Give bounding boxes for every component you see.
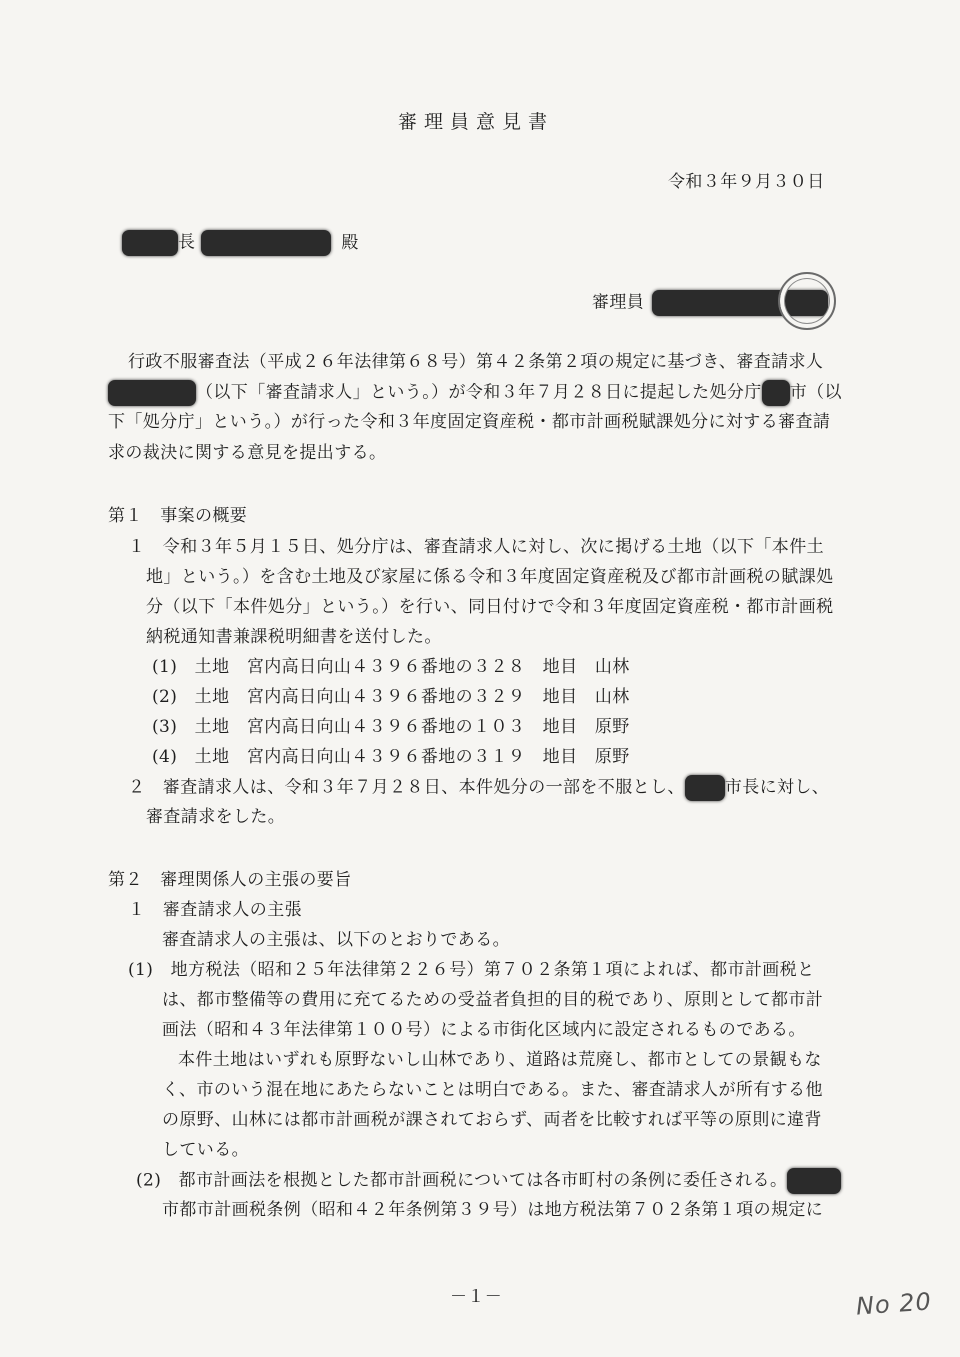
- claim-1-line-5: く、市のいう混在地にあたらないことは明白である。また、審査請求人が所有する他: [162, 1080, 823, 1100]
- redaction-block: [108, 380, 196, 406]
- section-1-item-1-line-3: 分（以下「本件処分」という。）を行い、同日付けで令和３年度固定資産税・都市計画税: [146, 597, 834, 617]
- section-1-item-2-text-a: ２ 審査請求人は、令和３年７月２８日、本件処分の一部を不服とし、: [128, 777, 685, 798]
- section-1-item-1-line-4: 納税通知書兼課税明細書を送付した。: [146, 627, 442, 647]
- land-item: (1) 土地 宮内高日向山４３９６番地の３２８ 地目 山林: [152, 657, 630, 677]
- section-1-heading: 第１ 事案の概要: [108, 506, 248, 526]
- intro-line-4: 求の裁決に関する意見を提出する。: [108, 443, 387, 463]
- section-1-item-1-line-1: １ 令和３年５月１５日、処分庁は、審査請求人に対し、次に掲げる土地（以下「本件土: [128, 537, 824, 557]
- redaction-block: [122, 230, 178, 256]
- seal-stamp-icon: [778, 272, 836, 330]
- redaction-block: [685, 775, 725, 801]
- page-number: －１－: [450, 1287, 503, 1307]
- claim-2-text: (2) 都市計画法を根拠とした都市計画税については各市町村の条例に委任される。: [136, 1170, 788, 1191]
- addressee-line: [122, 230, 359, 256]
- intro-line-1: 行政不服審査法（平成２６年法律第６８号）第４２条第２項の規定に基づき、審査請求人: [128, 352, 824, 372]
- section-1-item-2-line-2: 審査請求をした。: [146, 807, 286, 827]
- document-title: 審理員意見書: [398, 111, 555, 133]
- section-1-item-2-text-b: 市長に対し、: [724, 777, 830, 798]
- redaction-block: [201, 230, 331, 256]
- claim-1-line-4: 本件土地はいずれも原野ないし山林であり、道路は荒廃し、都市としての景観もな: [178, 1050, 822, 1070]
- land-item: (2) 土地 宮内高日向山４３９６番地の３２９ 地目 山林: [152, 687, 630, 707]
- claim-1-line-3: 画法（昭和４３年法律第１００号）による市街化区域内に設定されるものである。: [162, 1020, 806, 1040]
- examiner-label: 審理員: [592, 292, 645, 313]
- section-1-item-2-line-1: [128, 775, 829, 801]
- claim-2-line-2: 市都市計画税条例（昭和４２年条例第３９号）は地方税法第７０２条第１項の規定に: [162, 1200, 824, 1220]
- redaction-block: [787, 1168, 841, 1194]
- section-2-subheading-1: １ 審査請求人の主張: [128, 900, 302, 920]
- claim-1-line-1: (1) 地方税法（昭和２５年法律第２２６号）第７０２条第１項によれば、都市計画税と: [128, 960, 815, 980]
- intro-line-2-text-a: （以下「審査請求人」という。）が令和３年７月２８日に提起した処分庁: [196, 382, 762, 403]
- addressee-suffix-1: 長: [178, 232, 196, 253]
- intro-line-2-text-b: 市（以: [789, 382, 842, 403]
- section-1-item-1-line-2: 地」という。）を含む土地及び家屋に係る令和３年度固定資産税及び都市計画税の賦課処: [146, 567, 834, 587]
- claim-1-line-6: の原野、山林には都市計画税が課されておらず、両者を比較すれば平等の原則に違背: [162, 1110, 822, 1130]
- section-2-heading: 第２ 審理関係人の主張の要旨: [108, 870, 352, 890]
- claim-1-line-2: は、都市整備等の費用に充てるための受益者負担的目的税であり、原則として都市計: [162, 990, 824, 1010]
- addressee-suffix-2: 殿: [341, 232, 359, 253]
- claim-1-line-7: している。: [162, 1140, 249, 1160]
- intro-line-3: 下「処分庁」という。）が行った令和３年度固定資産税・都市計画税賦課処分に対する審査請: [108, 412, 831, 432]
- intro-line-2: [108, 380, 842, 406]
- land-item: (4) 土地 宮内高日向山４３９６番地の３１９ 地目 原野: [152, 747, 630, 767]
- section-2-sub1-intro: 審査請求人の主張は、以下のとおりである。: [162, 930, 510, 950]
- handwritten-note: No 20: [855, 1287, 933, 1321]
- redaction-block: [762, 380, 790, 406]
- claim-2-line-1: [136, 1168, 841, 1194]
- land-item: (3) 土地 宮内高日向山４３９６番地の１０３ 地目 原野: [152, 717, 630, 737]
- document-date: 令和３年９月３０日: [668, 172, 825, 192]
